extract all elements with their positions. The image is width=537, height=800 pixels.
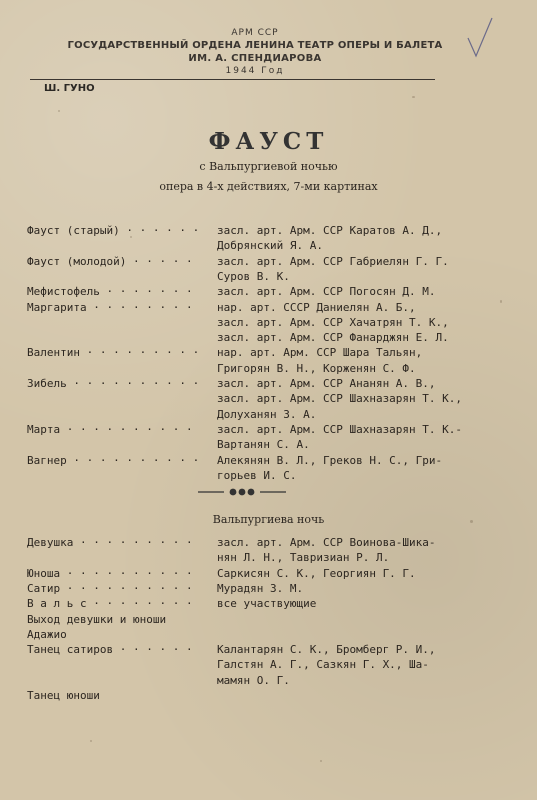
cast-performer-line: все участвующие [217,597,317,611]
cast-performer-line: засл. арт. Арм. ССР Шахназарян Т. К.- [217,422,463,436]
header-republic: АРМ ССР [231,28,279,38]
cast-performer-line: засл. арт. Арм. ССР Ананян А. В., [217,377,436,390]
cast-role: Юноша · · · · · · · · · · [27,566,200,580]
paper-speck [320,760,322,762]
cast-role: Мефистофель · · · · · · · [27,285,200,299]
cast-performer-line: засл. арт. Арм. ССР Каратов А. Д., [217,224,443,237]
cast-performer-line: нар. арт. СССР Даниелян А. Б., [217,300,416,314]
opera-description: опера в 4-х действиях, 7-ми картинах [159,180,378,193]
cast-performer-line: засл. арт. Арм. ССР Фанарджян Е. Л. [217,331,449,345]
cast-performer-line: Галстян А. Г., Сазкян Г. Х., Ша- [217,658,429,672]
cast-performer-line: засл. арт. Арм. ССР Погосян Д. М. [217,285,436,299]
cast-role: Девушка · · · · · · · · · [27,536,200,549]
cast-performer-line: Саркисян С. К., Георгиян Г. Г. [217,566,416,580]
cast-performer-line: горьев И. С. [217,468,297,482]
cast-role: Сатир · · · · · · · · · · [27,581,200,595]
paper-speck [500,300,502,303]
paper-speck [58,110,60,112]
header-theatre-dedication: ИМ. А. СПЕНДИАРОВА [188,53,322,64]
cast-performer-line: Алекянян В. Л., Греков Н. С., Гри- [217,453,443,467]
cast-performer-line: засл. арт. Арм. ССР Воинова-Шика- [217,536,436,549]
cast-role: Танец сатиров · · · · · · [27,643,200,657]
cast-role: Зибель · · · · · · · · · · [27,377,206,390]
cast-role: Марта · · · · · · · · · · [27,422,200,436]
header-divider [30,79,435,80]
cast-role: Фауст (молодой) · · · · · [27,254,200,268]
handwritten-check-mark [466,16,494,60]
composer-name: Ш. ГУНО [44,83,95,94]
cast-role: Маргарита · · · · · · · · [27,300,200,314]
cast-performer-line: Григорян В. Н., Корженян С. Ф. [217,361,416,375]
cast-role: Выход девушки и юноши [27,612,167,626]
paper-speck [412,96,415,98]
cast-performer-line: засл. арт. Арм. ССР Шахназарян Т. К., [217,392,463,406]
cast-performer-line: нар. арт. Арм. ССР Шара Тальян, [217,346,423,360]
cast-role: В а л ь с · · · · · · · · [27,597,200,611]
cast-performer-line: Суров В. К. [217,269,290,283]
cast-role: Вагнер · · · · · · · · · · [27,453,206,467]
section-title-walpurgis-night: Вальпургиева ночь [212,513,325,526]
cast-performer-line: Вартанян С. А. [217,438,310,452]
section-divider-ornament [188,486,348,498]
opera-title: ФАУСТ [208,128,329,155]
cast-performer-line: засл. арт. Арм. ССР Хачатрян Т. К., [217,315,449,329]
cast-role: Фауст (старый) · · · · · · [27,224,206,237]
cast-performer-line: Калантарян С. К., Бромберг Р. И., [217,643,436,657]
cast-role: Валентин · · · · · · · · · [27,346,206,360]
paper-speck [90,740,92,742]
cast-performer-line: засл. арт. Арм. ССР Габриелян Г. Г. [217,254,449,268]
header-year: 1944 Год [225,66,285,76]
opera-subtitle: с Вальпургиевой ночью [199,160,338,173]
header-theatre-name: ГОСУДАРСТВЕННЫЙ ОРДЕНА ЛЕНИНА ТЕАТР ОПЕРЫ И БАЛЕТА [67,40,443,51]
cast-role: Танец юноши [27,689,100,702]
cast-performer-line: мамян О. Г. [217,673,290,687]
cast-performer-line: нян Л. Н., Тавризиан Р. Л. [217,551,390,565]
cast-performer-line: Мурадян З. М. [217,581,304,595]
cast-performer-line: Долуханян З. А. [217,407,317,421]
cast-performer-line: Добрянский Я. А. [217,239,323,253]
cast-role: Адажио [27,627,67,641]
